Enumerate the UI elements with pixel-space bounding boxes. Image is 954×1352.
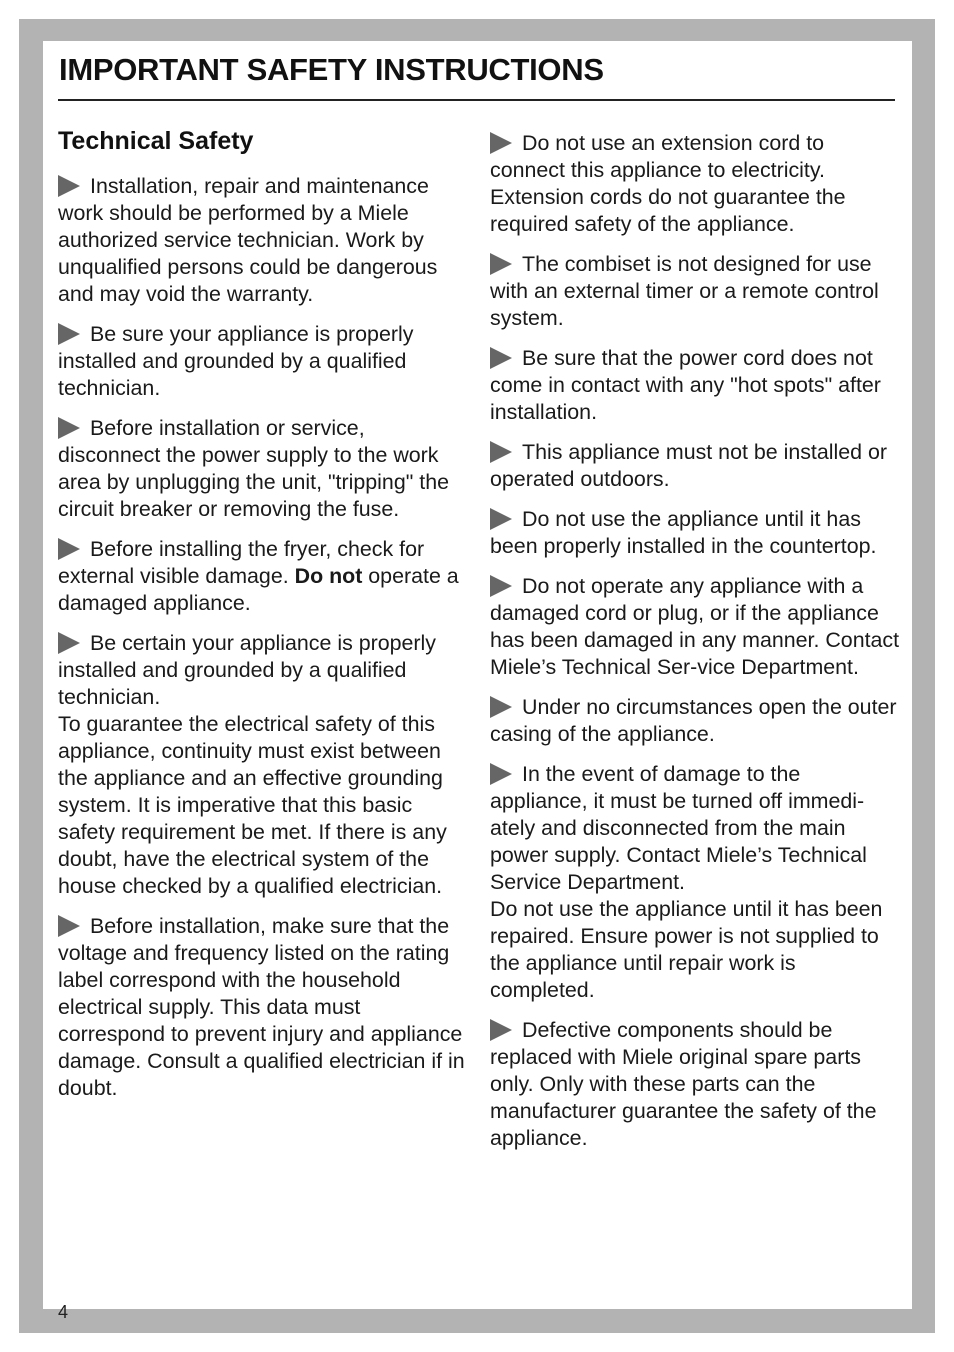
bullet-arrow-icon [58,323,80,345]
instruction-text: Under no circumstances open the outer casing of the appliance. [490,695,897,746]
instruction-text: Defective components should be replaced with Miele original spare parts only. Only with these parts can the manufacturer guarantee the safety of the appliance. [490,1018,877,1150]
instruction-text: Do not operate any appliance with a damaged cord or plug, or if the appliance has been damaged in any manner. Contact Miele’s Technical Ser-vice Department. [490,574,900,679]
instruction-text: Do not use an extension cord to connect this appliance to electricity. Extension cords do not guarantee the required safety of the appliance. [490,131,846,236]
instruction-item [490,573,900,681]
bullet-arrow-icon [490,508,512,530]
bullet-arrow-icon [490,696,512,718]
instruction-text: Before installation, make sure that the voltage and frequency listed on the rating label correspond with the household electrical supply. This data must correspond to prevent injury and appliance damage. Consult a qualified electrician if in doubt. [58,914,465,1100]
instruction-item [58,321,468,402]
instruction-text: In the event of damage to the appliance, it must be turned off immedi-ately and disconnected from the main power supply. Contact Miele’s Technical Service Department. [490,762,867,894]
bullet-arrow-icon [490,253,512,275]
bullet-arrow-icon [490,132,512,154]
instruction-item [490,506,900,560]
page-title: IMPORTANT SAFETY INSTRUCTIONS [59,52,604,87]
instruction-text: Installation, repair and maintenance work should be performed by a Miele authorized service technician. Work by unqualified persons could be dangerous and may void the warranty. [58,174,438,306]
instruction-item [490,761,900,1004]
instruction-item [490,130,900,238]
instruction-item [58,630,468,900]
instruction-text: This appliance must not be installed or operated outdoors. [490,440,888,491]
right-column [490,130,900,1165]
bullet-arrow-icon [58,915,80,937]
instruction-item [490,1017,900,1152]
instruction-text: Be certain your appliance is properly installed and grounded by a qualified technician. [58,631,436,709]
bullet-arrow-icon [58,175,80,197]
instruction-text: operate a damaged appliance. [58,564,459,615]
instruction-text: Before installing the fryer, check for external visible damage. [58,537,425,588]
instruction-item [490,694,900,748]
bullet-arrow-icon [58,417,80,439]
emphasis-text: Do not [294,564,363,588]
title-rule [58,99,895,101]
instruction-continuation: Do not use the appliance until it has been repaired. Ensure power is not supplied to the appliance until repair work is completed. [490,897,883,1002]
page-number: 4 [58,1302,69,1322]
instruction-text: The combiset is not designed for use with an external timer or a remote control system. [490,252,879,330]
section-heading: Technical Safety [58,127,254,155]
bullet-arrow-icon [58,632,80,654]
bullet-arrow-icon [490,575,512,597]
instruction-item [490,251,900,332]
instruction-text: Do not use the appliance until it has been properly installed in the countertop. [490,507,877,558]
instruction-item [58,415,468,523]
bullet-arrow-icon [490,347,512,369]
instruction-item [490,439,900,493]
bullet-arrow-icon [490,441,512,463]
left-column [58,125,468,1115]
bullet-arrow-icon [490,763,512,785]
instruction-text: Be sure that the power cord does not come in contact with any "hot spots" after installation. [490,346,881,424]
instruction-item [58,536,468,617]
instruction-item [58,913,468,1102]
instruction-text: Before installation or service, disconnect the power supply to the work area by unplugging the unit, "tripping" the circuit breaker or removing the fuse. [58,416,449,521]
bullet-arrow-icon [490,1019,512,1041]
instruction-item [490,345,900,426]
instruction-text: Be sure your appliance is properly installed and grounded by a qualified technician. [58,322,414,400]
bullet-arrow-icon [58,538,80,560]
instruction-item [58,173,468,308]
instruction-continuation: To guarantee the electrical safety of this appliance, continuity must exist between the appliance and an effective grounding system. It is imperative that this basic safety requirement be met. If there is any doubt, have the electrical system of the house checked by a qualified electrician. [58,712,447,898]
